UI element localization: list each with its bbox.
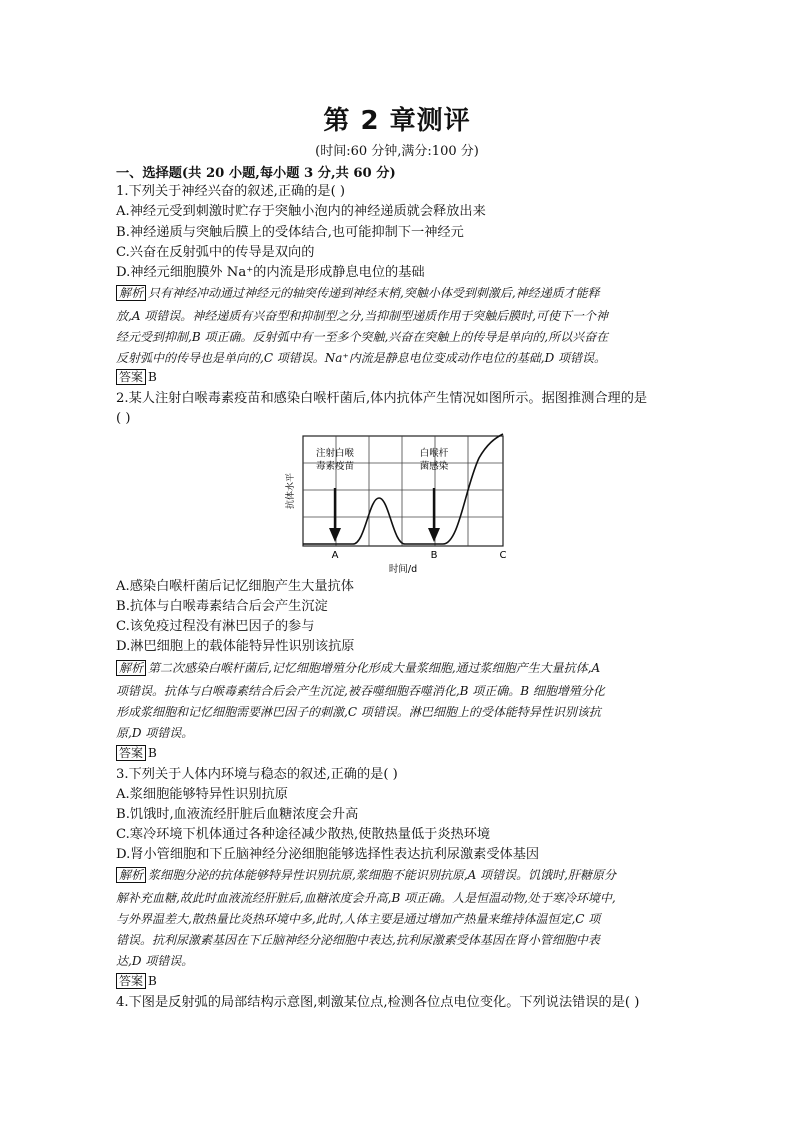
q1-explanation-line-4: 反射弧中的传导也是单向的,C 项错误。Na⁺内流是静息电位变成动作电位的基础,D 项错误。	[116, 351, 607, 365]
x-axis-label: 时间/d	[388, 564, 418, 575]
q3-answer-value: B	[148, 974, 157, 988]
section-heading: 一、选择题(共 20 小题,每小题 3 分,共 60 分)	[116, 166, 396, 181]
explanation-tag: 解析	[116, 285, 146, 301]
explanation-tag: 解析	[116, 867, 146, 883]
antibody-chart	[283, 428, 523, 576]
q1-explanation-line-2: 放,A 项错误。神经递质有兴奋型和抑制型之分,当抑制型递质作用于突触后膜时,可使下一个神	[116, 309, 608, 323]
q1-option-c: C.兴奋在反射弧中的传导是双向的	[116, 245, 315, 260]
q4-stem: 4.下图是反射弧的局部结构示意图,刺激某位点,检测各位点电位变化。下列说法错误的是( )	[116, 995, 640, 1010]
q2-answer-value: B	[148, 746, 157, 760]
q3-option-a: A.浆细胞能够特异性识别抗原	[116, 787, 288, 802]
x-tick-b: B	[430, 550, 438, 561]
q1-option-d: D.神经元细胞膜外 Na⁺的内流是形成静息电位的基础	[116, 265, 425, 280]
x-tick-a: A	[331, 550, 339, 561]
answer-tag: 答案	[116, 369, 146, 385]
q1-answer-value: B	[148, 370, 157, 384]
q3-option-c: C.寒冷环境下机体通过各种途径减少散热,使散热量低于炎热环境	[116, 827, 491, 842]
explanation-tag: 解析	[116, 660, 146, 676]
q2-explanation-line-1: 解析 第二次感染白喉杆菌后,记忆细胞增殖分化形成大量浆细胞,通过浆细胞产生大量抗体,A	[116, 660, 600, 676]
page-subtitle: (时间:60 分钟,满分:100 分)	[315, 144, 479, 159]
q3-explanation-line-3: 与外界温差大,散热量比炎热环境中多,此时,人体主要是通过增加产热量来维持体温恒定,C 项	[116, 912, 601, 926]
q1-stem: 1.下列关于神经兴奋的叙述,正确的是( )	[116, 184, 346, 199]
page-title: 第 2 章测评	[323, 106, 471, 136]
q1-option-b: B.神经递质与突触后膜上的受体结合,也可能抑制下一神经元	[116, 225, 464, 240]
q2-stem-cont: ( )	[116, 411, 131, 426]
arrow-down-icon	[329, 528, 341, 542]
y-axis-label: 抗体水平	[286, 472, 296, 510]
q1-option-a: A.神经元受到刺激时贮存于突触小泡内的神经递质就会释放出来	[116, 204, 486, 219]
q3-explanation-line-4: 错误。抗利尿激素基因在下丘脑神经分泌细胞中表达,抗利尿激素受体基因在肾小管细胞中表	[116, 933, 600, 947]
x-tick-c: C	[499, 550, 507, 561]
q2-answer	[116, 745, 157, 761]
q2-option-c: C.该免疫过程没有淋巴因子的参与	[116, 619, 315, 634]
annotation-infection-1: 白喉杆	[419, 448, 449, 459]
q2-explanation-line-4: 原,D 项错误。	[116, 726, 194, 740]
q3-explanation-line-5: 达,D 项错误。	[116, 954, 194, 968]
q3-option-d: D.肾小管细胞和下丘脑神经分泌细胞能够选择性表达抗利尿激素受体基因	[116, 847, 540, 862]
q3-answer	[116, 973, 157, 989]
annotation-vaccine-1: 注射白喉	[315, 448, 355, 459]
q2-stem: 2.某人注射白喉毒素疫苗和感染白喉杆菌后,体内抗体产生情况如图所示。据图推测合理的是	[116, 391, 648, 406]
q2-option-b: B.抗体与白喉毒素结合后会产生沉淀	[116, 599, 328, 614]
q3-option-b: B.饥饿时,血液流经肝脏后血糖浓度会升高	[116, 807, 359, 822]
q2-explanation-line-2: 项错误。抗体与白喉毒素结合后会产生沉淀,被吞噬细胞吞噬消化,B 项正确。B 细胞增殖分化	[116, 684, 605, 698]
answer-tag: 答案	[116, 745, 146, 761]
annotation-vaccine-2: 毒素疫苗	[315, 461, 355, 472]
q1-explanation-line-1: 解析 只有神经冲动通过神经元的轴突传递到神经末梢,突触小体受到刺激后,神经递质才能释	[116, 285, 600, 301]
q2-option-a: A.感染白喉杆菌后记忆细胞产生大量抗体	[116, 579, 354, 594]
q3-stem: 3.下列关于人体内环境与稳态的叙述,正确的是( )	[116, 767, 398, 782]
annotation-infection-2: 菌感染	[419, 461, 449, 472]
q1-explanation-line-3: 经元受到抑制,B 项正确。反射弧中有一至多个突触,兴奋在突触上的传导是单向的,所以兴奋在	[116, 330, 609, 344]
q3-explanation-line-1: 解析 浆细胞分泌的抗体能够特异性识别抗原,浆细胞不能识别抗原,A 项错误。饥饿时,肝糖原分	[116, 867, 616, 883]
q1-answer	[116, 369, 157, 385]
q2-explanation-line-3: 形成浆细胞和记忆细胞需要淋巴因子的刺激,C 项错误。淋巴细胞上的受体能特异性识别该抗	[116, 705, 601, 719]
arrow-down-icon	[428, 528, 440, 542]
q3-explanation-line-2: 解补充血糖,故此时血液流经肝脏后,血糖浓度会升高,B 项正确。人是恒温动物,处于寒冷环境中,	[116, 891, 616, 905]
q2-option-d: D.淋巴细胞上的载体能特异性识别该抗原	[116, 639, 355, 654]
answer-tag: 答案	[116, 973, 146, 989]
